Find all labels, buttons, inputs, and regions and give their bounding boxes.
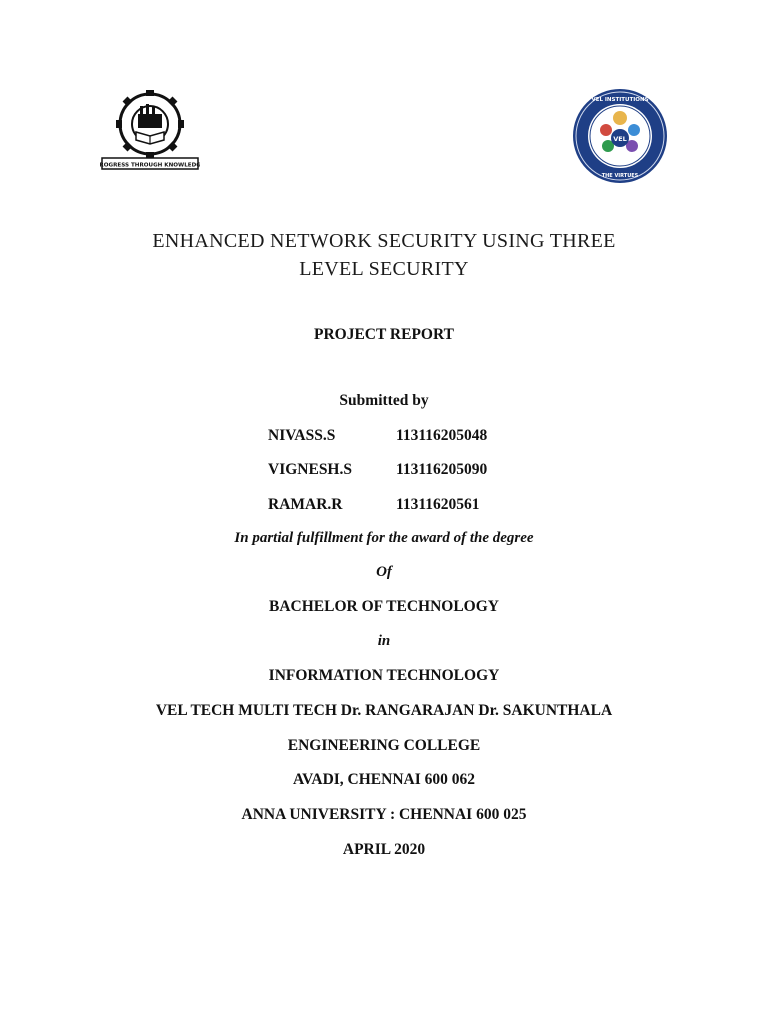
fulfillment-text: In partial fulfillment for the award of the degree bbox=[234, 530, 534, 546]
university-line: ANNA UNIVERSITY : CHENNAI 600 025 bbox=[241, 806, 527, 823]
student-row bbox=[268, 427, 487, 445]
college-address: AVADI, CHENNAI 600 062 bbox=[292, 771, 475, 788]
anna-university-motto: PROGRESS THROUGH KNOWLEDGE bbox=[100, 162, 200, 169]
degree-name: BACHELOR OF TECHNOLOGY bbox=[269, 598, 499, 615]
student-roll-number: 113116205090 bbox=[396, 461, 488, 478]
report-title-line-1: ENHANCED NETWORK SECURITY USING THREE bbox=[152, 230, 616, 252]
report-title-line-2: LEVEL SECURITY bbox=[299, 258, 469, 280]
vel-institutions-text: VEL INSTITUTIONS bbox=[591, 97, 649, 103]
student-name: RAMAR.R bbox=[268, 496, 343, 513]
vel-institutions-logo bbox=[570, 88, 670, 184]
vel-center-text: VEL bbox=[613, 135, 627, 143]
student-roll-number: 11311620561 bbox=[396, 496, 480, 513]
student-row bbox=[268, 461, 487, 479]
student-row bbox=[268, 496, 480, 514]
branch-name: INFORMATION TECHNOLOGY bbox=[268, 667, 500, 684]
student-name: NIVASS.S bbox=[268, 427, 336, 444]
report-type: PROJECT REPORT bbox=[314, 326, 454, 343]
college-name-line-1: VEL TECH MULTI TECH Dr. RANGARAJAN Dr. SAKUNTHALA bbox=[155, 702, 613, 719]
student-roll-number: 113116205048 bbox=[396, 427, 488, 444]
anna-university-logo bbox=[100, 88, 200, 172]
submitted-by-label: Submitted by bbox=[339, 392, 429, 409]
college-name-line-2: ENGINEERING COLLEGE bbox=[287, 737, 481, 754]
submission-date: APRIL 2020 bbox=[342, 841, 426, 858]
vel-motto-text: THE VIRTUES bbox=[601, 173, 639, 179]
student-name: VIGNESH.S bbox=[268, 461, 352, 478]
in-text: in bbox=[377, 633, 391, 649]
of-text: Of bbox=[376, 564, 392, 580]
